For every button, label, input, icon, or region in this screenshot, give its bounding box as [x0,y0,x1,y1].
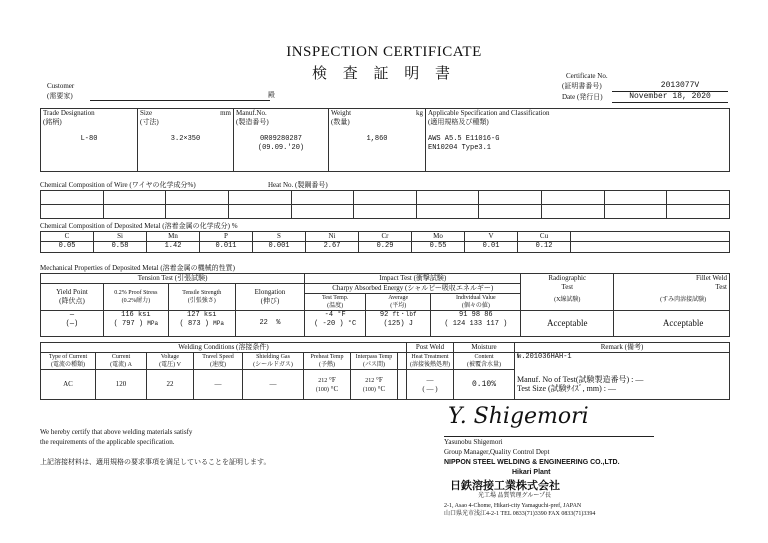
heat-treat-value: — [426,375,434,384]
indiv-values: 91 98 86 [459,311,493,319]
manuf-date-value: (09.09.'20) [257,144,305,152]
voltage-header [147,353,194,370]
proof-label: 0.2% Proof Stress [114,290,158,296]
value-s: 0.001 [253,242,306,253]
address: 2-1, Asao 4-Chome, Hikari-city Yamaguchi-pref, JAPAN [444,503,582,509]
company-name-jp: 日鉄溶接工業株式会社 [450,479,560,492]
avg-header-cell [366,294,431,311]
interpass-label-jp: (パス間) [363,362,385,368]
radio-label-2: Test [561,283,574,291]
avg-value-2: (125) [383,320,405,328]
tensile-unit: ksi [203,311,217,319]
fillet-header-cell [637,274,729,311]
current-value: 120 [96,370,147,400]
plant-name-jp: 光工場 品質管理グループ長 [478,493,552,499]
fillet-label-jp: (すみ肉溶接試験) [660,297,707,303]
interpass-unit-2: °C [377,384,386,393]
travel-label-jp: (速度) [210,362,226,368]
trade-cell [41,109,138,172]
proof-unit-2: MPa [147,320,159,327]
elong-label-jp: (伸び) [260,297,280,305]
cert-no-label-jp: (証明書番号) [562,82,602,90]
current-type-label-jp: (電流の種類) [51,362,85,368]
interpass-label: Interpass Temp [355,354,393,360]
wire-table [40,190,730,219]
cert-no-value: 2013077V [660,81,700,90]
element-c: C [41,232,94,242]
mech-label: Mechanical Properties of Deposited Metal (溶着金属の機械的性質) [40,264,235,272]
indiv-values-2: ( 124 133 117 ) [444,320,508,328]
proof-value-2: ( 797 ) [113,320,144,328]
gas-label-jp: (シールドガス) [253,362,293,368]
voltage-label: Voltage [160,354,180,360]
certify-line-1: We hereby certify that above welding materials satisfy [40,428,193,436]
temp-value-cell [305,311,366,337]
avg-label: Average [388,295,409,301]
indiv-label-jp: (個々の値) [461,303,490,309]
heat-treat-label: Heat Treatment [411,354,449,360]
heat-treat-value-cell [407,370,454,400]
element-s: S [253,232,306,242]
trade-label: Trade Designation [43,109,95,117]
element-si: Si [94,232,147,242]
certificate-title-jp: 検 査 証 明 書 [311,66,456,82]
wire-label: Chemical Composition of Wire (ワイヤの化学成分%) [40,181,196,189]
moisture-value: 0.10% [454,370,515,400]
value-ni: 2.67 [306,242,359,253]
remark-header: Remark (備考) [515,343,730,353]
preheat-value: 212 [318,377,328,384]
type-value: AC [41,370,96,400]
spec-value-1: AWS A5.5 E11016-G [428,135,500,143]
travel-value: — [194,370,243,400]
certify-line-2: the requirements of the applicable specification. [40,438,175,446]
weight-label-jp: (数量) [331,118,350,126]
proof-unit: ksi [137,311,151,319]
interpass-unit: °F [376,375,383,384]
current-unit: A [127,362,132,368]
certificate-title: INSPECTION CERTIFICATE [286,44,482,60]
moisture-subheader [454,353,515,370]
elong-value: 22 [259,319,268,327]
temp-label: Test Temp. [321,295,349,301]
customer-suffix: 殿 [268,91,275,99]
weight-unit: kg [416,109,423,117]
indiv-value-cell [431,311,521,337]
travel-header [194,353,243,370]
tensile-unit-2: MPa [213,320,224,327]
element-cr: Cr [359,232,412,242]
manuf-label-jp: (製造番号) [236,118,269,126]
fillet-label: Fillet Weld [695,274,727,282]
avg-label-jp: (平均) [390,303,407,309]
impact-header: Impact Test (衝撃試験) [305,274,521,284]
voltage-value: 22 [147,370,194,400]
moisture-label-2: Content [474,354,494,360]
yield-label: Yield Point [56,288,88,296]
date-value: November 18, 2020 [629,92,711,101]
element-mn: Mn [147,232,200,242]
fillet-value: Acceptable [637,311,729,337]
date-underline [612,102,728,103]
element-p: P [200,232,253,242]
customer-label-jp: (需要家) [47,92,73,100]
elong-unit: % [276,319,281,327]
heat-treat-label-jp: (溶接後熱処理) [410,362,450,368]
moisture-header: Moisture [454,343,515,353]
preheat-value-2: (100) [315,386,329,393]
interpass-value-cell [351,370,398,400]
radio-value: Acceptable [521,311,614,337]
value-si: 0.58 [94,242,147,253]
value-p: 0.011 [200,242,253,253]
voltage-label-jp: (電圧) [159,362,176,368]
preheat-header [304,353,351,370]
temp-unit: °F [337,311,346,319]
deposit-values-row [41,242,730,253]
heat-treat-value-2: ( — ) [422,384,438,393]
signature: Y. Shigemori [448,404,589,429]
size-label: Size [140,109,153,117]
manuf-test: Manuf. No of Test(試験製造番号) : — [517,375,644,385]
size-cell [138,109,234,172]
preheat-value-cell [304,370,351,400]
trade-value: L-80 [80,135,98,143]
avg-value: 92 [379,311,389,319]
address-jp: 山口県光市浅江4-2-1 TEL 0833(71)3390 FAX 0833(71)3394 [444,511,596,517]
value-v: 0.01 [465,242,518,253]
manuf-cell [234,109,329,172]
elong-header-cell [235,284,304,311]
proof-label-jp: (0.2%耐力) [121,298,151,304]
spec-label-jp: (適用規格及び種類) [428,118,489,126]
customer-underline [90,100,270,101]
deposit-elements-row [41,232,730,242]
signer-name: Yasunobu Shigemori [444,438,503,446]
yield-header-cell [41,284,104,311]
preheat-label: Preheat Temp [310,354,344,360]
heat-no-label: Heat No. (製鋼番号) [268,181,328,189]
mech-table [40,273,730,337]
element-v: V [465,232,518,242]
tensile-value-cell [168,311,235,337]
element-ni: Ni [306,232,359,242]
welding-table [40,342,730,400]
temp-unit-2: °C [347,320,357,328]
elong-label: Elongation [254,288,286,296]
interpass-value: 212 [365,377,375,384]
gas-value: — [243,370,304,400]
company-name: NIPPON STEEL WELDING & ENGINEERING CO.,LTD. [444,459,620,466]
current-type-label: Type of Current [48,354,88,360]
elong-value-cell [235,311,304,337]
deposit-label: Chemical Composition of Deposited Metal (溶着金属の化学成分) % [40,222,238,230]
signer-position: Group Manager,Quality Control Dept [444,448,550,456]
temp-value-2: ( -20 ) [314,320,344,328]
element-mo: Mo [412,232,465,242]
tensile-value: 127 [187,311,200,319]
tension-header: Tension Test (引張試験) [41,274,305,284]
temp-header-cell [305,294,366,311]
travel-label: Travel Speed [202,354,234,360]
yield-value: — [69,311,75,319]
proof-value: 116 [121,311,134,319]
welding-header: Welding Conditions (溶接条件) [41,343,407,353]
yield-value-2: (—) [65,320,79,328]
radio-header-cell [521,274,614,311]
yield-label-jp: (降伏点) [59,297,85,305]
temp-label-jp: (温度) [327,303,344,309]
radio-label-jp: (X線試験) [554,297,581,303]
cert-no-label: Certificate No. [566,72,608,80]
indiv-label: Individual Value [455,295,496,301]
plant-name: Hikari Plant [512,469,551,476]
tensile-value-2: ( 873 ) [179,320,209,328]
manuf-label: Manuf.No. [236,109,267,117]
test-size: Test Size (試験ｻｲｽﾞ, mm) : — [517,384,616,394]
avg-unit: ft・lbf [392,311,417,318]
indiv-header-cell [431,294,521,311]
remark-cell [515,370,730,400]
spec-label: Applicable Specification and Classification [428,109,550,117]
weight-value: 1,860 [366,135,388,143]
spec-cell [426,109,730,172]
gas-header [243,353,304,370]
manuf-no-value: 0R09280287 [259,135,302,143]
value-c: 0.05 [41,242,94,253]
avg-value-cell [366,311,431,337]
value-mo: 0.55 [412,242,465,253]
certify-jp: 上記溶接材料は、適用規格の要求事項を満足していることを証明します。 [40,458,271,466]
tensile-label-jp: (引張強さ) [187,298,216,304]
weight-cell [329,109,426,172]
radio-label: Radiographic [548,274,587,282]
preheat-label-jp: (予熱) [319,362,335,368]
current-label-jp: (電流) [110,362,127,368]
fillet-label-2: Test [715,283,727,291]
current-label: Current [111,354,131,360]
charpy-header: Charpy Absorbed Energy (シャルピー吸収エネルギー) [305,284,521,294]
proof-value-cell [103,311,168,337]
interpass-value-2: (100) [362,386,376,393]
trade-label-jp: (銘柄) [43,118,62,126]
value-cr: 0.29 [359,242,412,253]
heat-treat-header [407,353,454,370]
tensile-header-cell [168,284,235,311]
interpass-header [351,353,398,370]
proof-header-cell [103,284,168,311]
size-unit: mm [220,109,231,117]
date-label: Date (発行日) [562,93,603,101]
size-label-jp: (寸法) [140,118,159,126]
remark-no: №.201036HAH-1 [515,353,730,370]
spec-value-2: EN10204 Type3.1 [428,144,492,152]
yield-value-cell [41,311,104,337]
temp-value: -4 [324,311,334,319]
deposit-table [40,231,730,253]
current-header [96,353,147,370]
preheat-unit-2: °C [330,384,339,393]
pwht-header: Post Weld [407,343,454,353]
tensile-label: Tensile Strength [182,290,222,296]
gas-label: Shielding Gas [256,354,290,360]
value-cu: 0.12 [518,242,571,253]
signature-line [444,436,654,437]
element-cu: Cu [518,232,571,242]
voltage-unit: V [176,362,181,368]
avg-unit-2: J [408,320,413,328]
weight-label: Weight [331,109,352,117]
current-type-header [41,353,96,370]
size-value: 3.2×350 [170,135,201,143]
preheat-unit: °F [329,375,336,384]
product-table [40,108,730,172]
moisture-label-jp: (被覆含水量) [467,362,501,368]
value-mn: 1.42 [147,242,200,253]
customer-label: Customer [47,82,75,90]
